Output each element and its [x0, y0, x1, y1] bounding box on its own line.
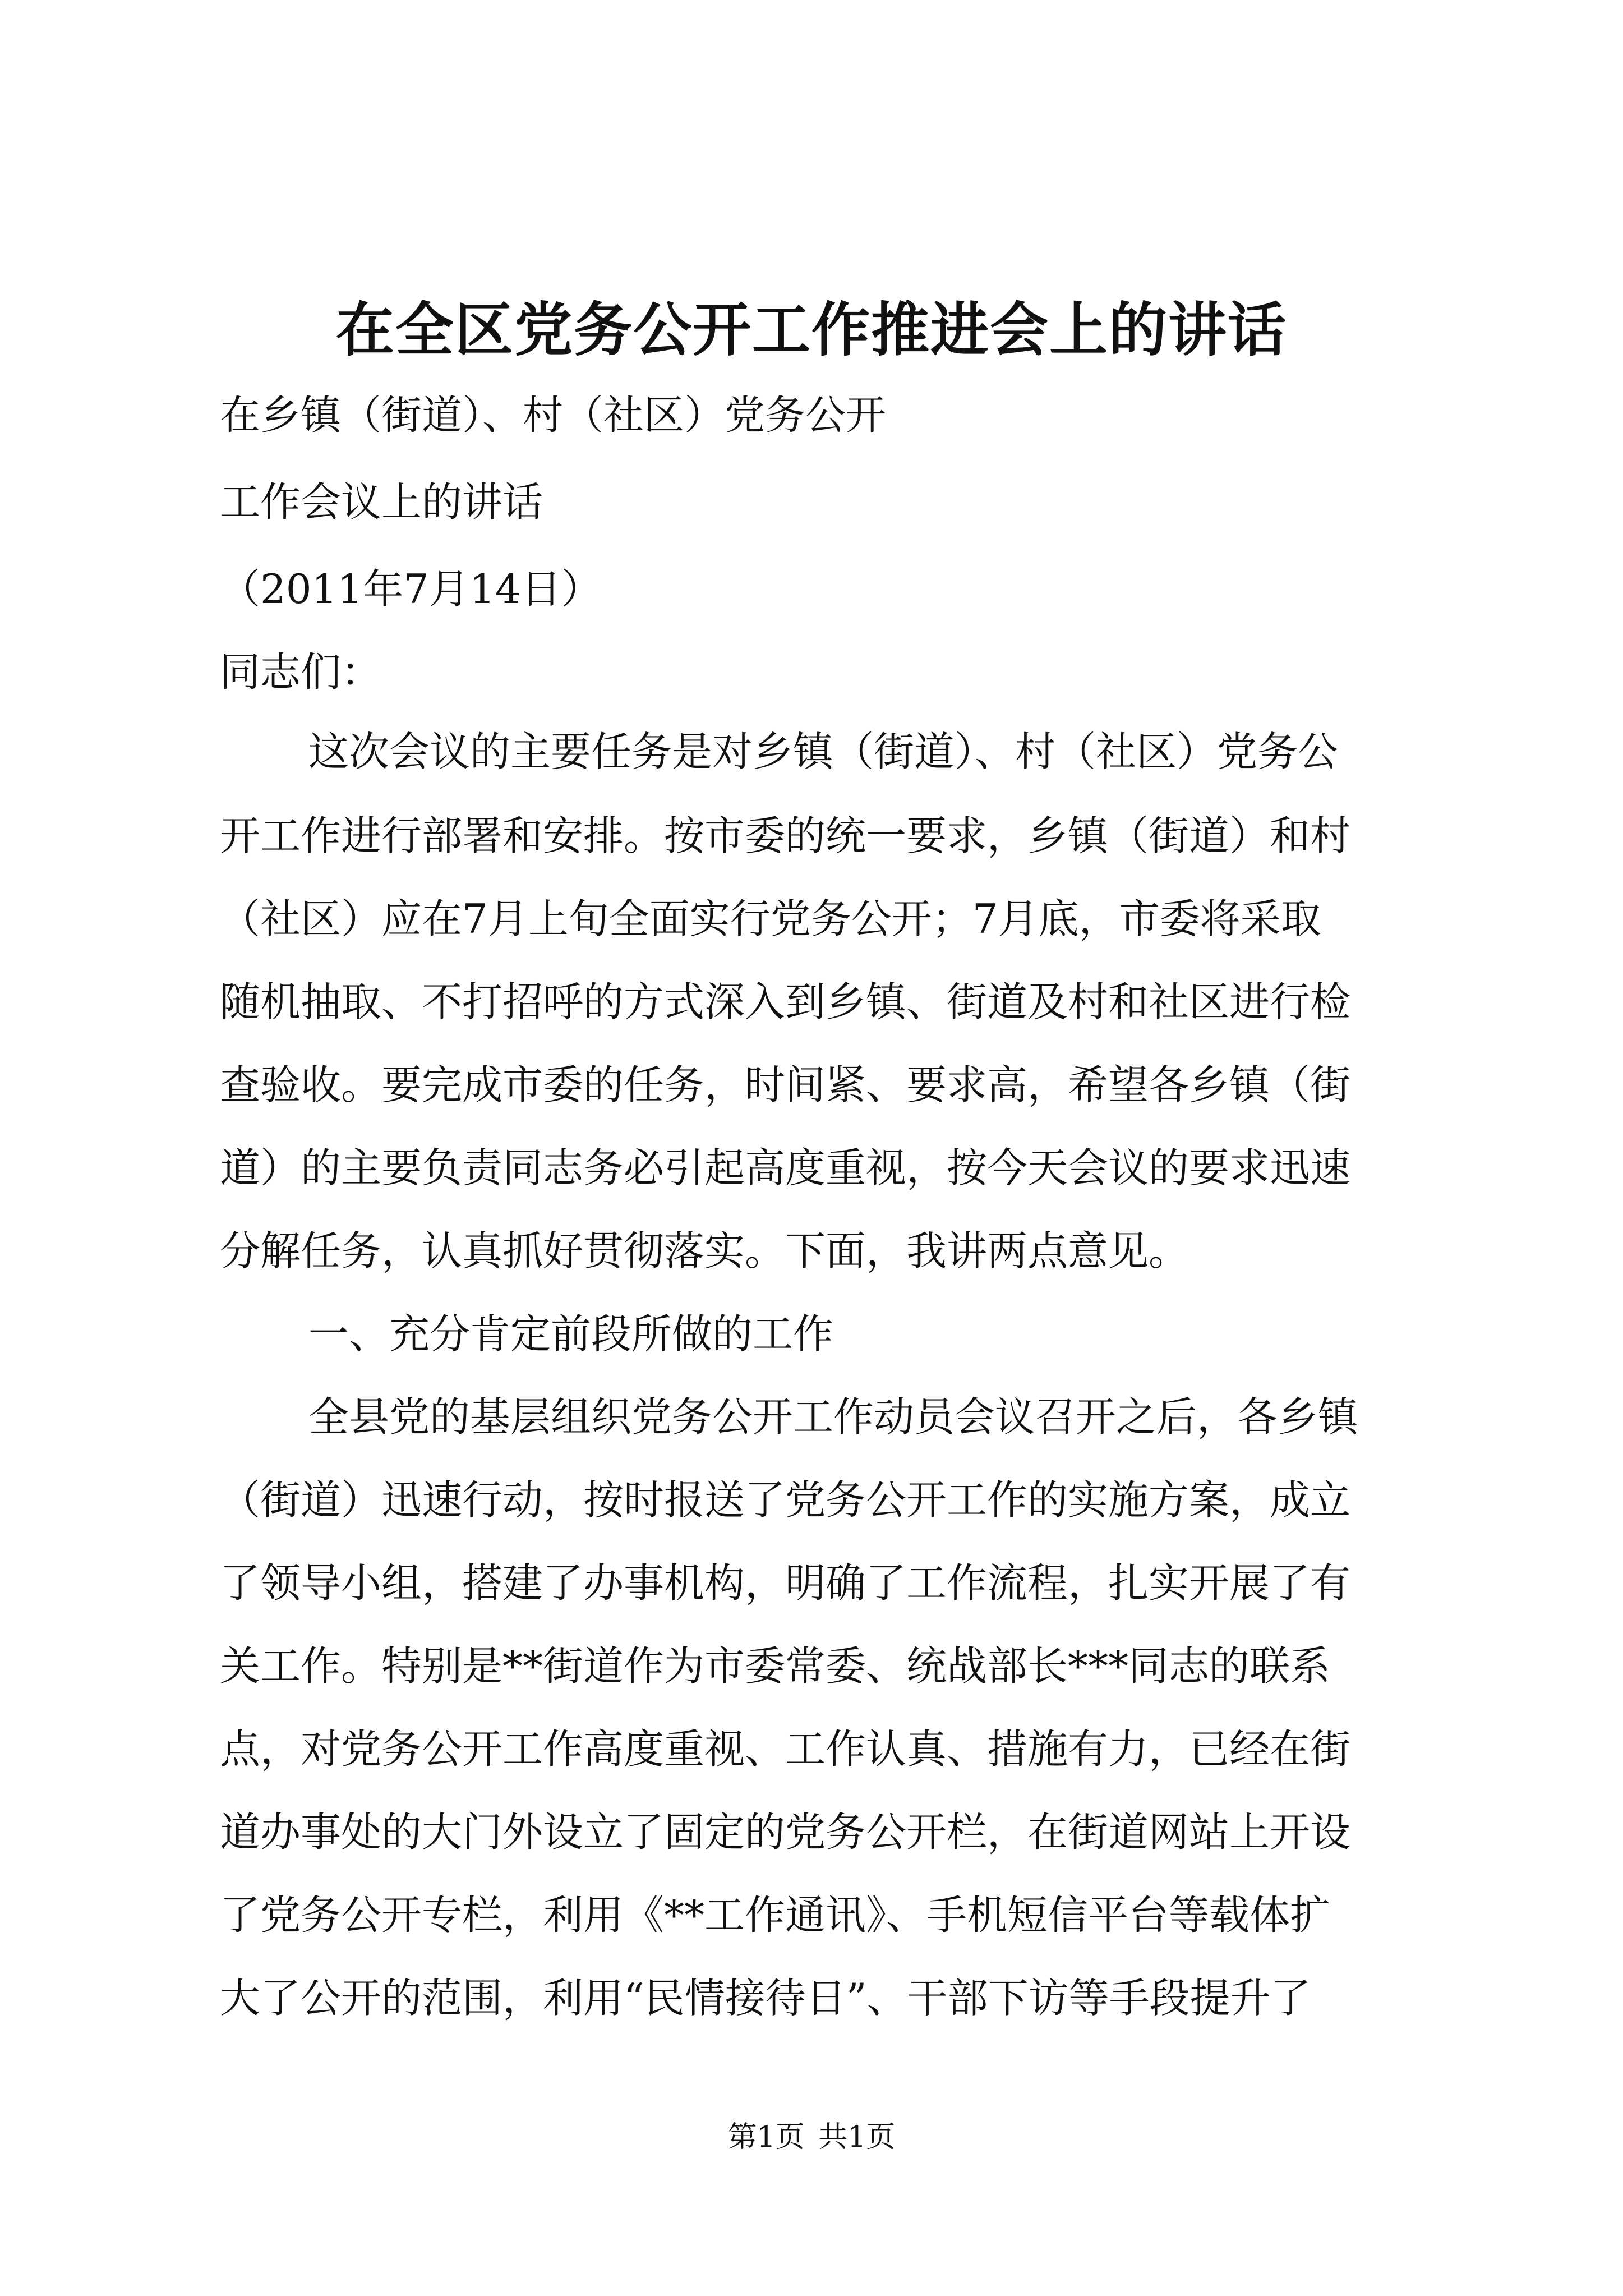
page-number: 第1页: [727, 2120, 805, 2154]
subtitle-line-2: 工作会议上的讲话: [220, 478, 543, 526]
section-heading: 一、充分肯定前段所做的工作: [308, 1310, 834, 1358]
subtitle-line-1: 在乡镇（街道）、村（社区）党务公开: [220, 392, 887, 439]
body-line: 开工作进行部署和安排。按市委的统一要求，乡镇（街道）和村: [220, 812, 1351, 859]
body-line: 道办事处的大门外设立了固定的党务公开栏，在街道网站上开设: [220, 1809, 1351, 1856]
body-line: 这次会议的主要任务是对乡镇（街道）、村（社区）党务公: [308, 728, 1339, 775]
body-line: 查验收。要完成市委的任务，时间紧、要求高，希望各乡镇（街: [220, 1061, 1351, 1108]
salutation: 同志们：: [220, 648, 382, 696]
date-line: （2011年7月14日）: [220, 565, 602, 613]
page-total: 共1页: [818, 2120, 896, 2154]
body-line: 了领导小组，搭建了办事机构，明确了工作流程，扎实开展了有: [220, 1559, 1351, 1607]
body-line: （社区）应在7月上旬全面实行党务公开；7月底，市委将采取: [220, 895, 1321, 942]
body-line: 全县党的基层组织党务公开工作动员会议召开之后，各乡镇: [308, 1393, 1359, 1441]
body-line: 分解任务，认真抓好贯彻落实。下面，我讲两点意见。: [220, 1227, 1189, 1274]
body-line: 大了公开的范围，利用“民情接待日”、干部下访等手段提升了: [220, 1975, 1311, 2022]
body-line: 点，对党务公开工作高度重视、工作认真、措施有力，已经在街: [220, 1726, 1351, 1773]
body-line: 关工作。特别是**街道作为市委常委、统战部长***同志的联系: [220, 1642, 1331, 1690]
body-line: 了党务公开专栏，利用《**工作通讯》、手机短信平台等载体扩: [220, 1892, 1331, 1939]
body-line: 随机抽取、不打招呼的方式深入到乡镇、街道及村和社区进行检: [220, 978, 1351, 1025]
body-line: （街道）迅速行动，按时报送了党务公开工作的实施方案，成立: [220, 1476, 1351, 1524]
page-footer: [0, 2115, 1623, 2160]
document-title: 在全区党务公开工作推进会上的讲话: [335, 295, 1287, 364]
body-line: 道）的主要负责同志务必引起高度重视，按今天会议的要求迅速: [220, 1144, 1351, 1191]
